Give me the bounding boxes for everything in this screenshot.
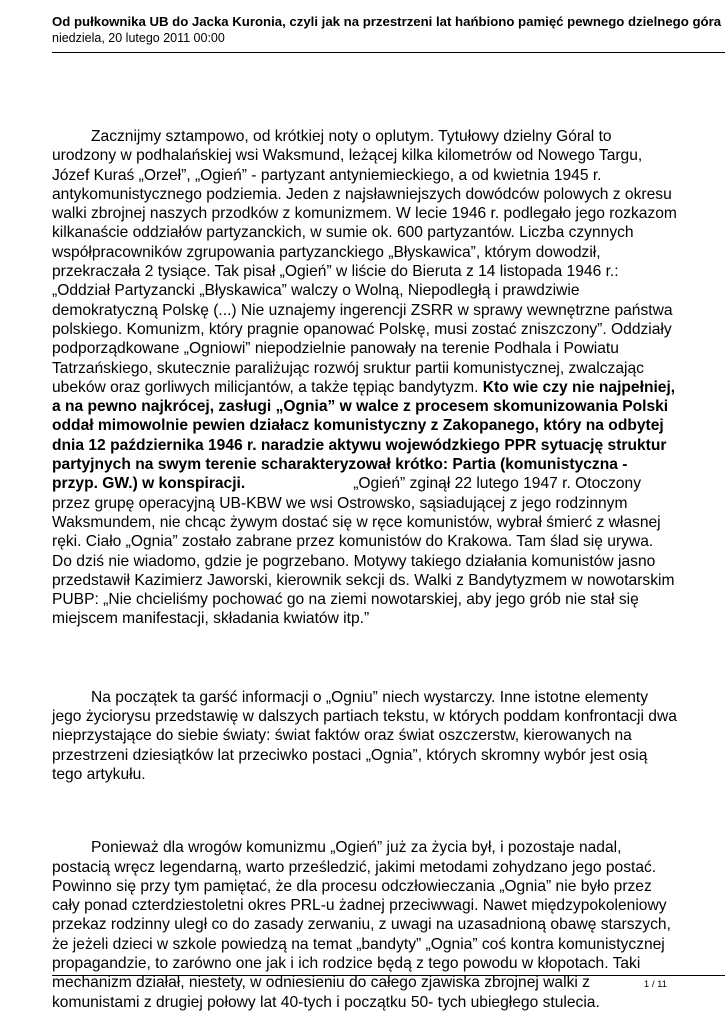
paragraph-1-text: Zacznijmy sztampowo, od krótkiej noty o oplutym. Tytułowy dzielny Góral to urodzony w podhalańskiej wsi Waksmund, leżącej kilka kilometrów od Nowego Targu, Józef Kuraś „Orzeł”, „Ogień” - partyzant antyniemieckiego, a od kwietnia 1945 r. antykomunistycznego podziemia. Jeden z najsławniejszych dowódców polowych z okresu walki zbrojnej naszych przodków z komunizmem. W lecie 1946 r. podlegało jego rozkazom kilkanaście oddziałów partyzanckich, w sumie ok. 600 partyzantów. Liczba czynnych współpracowników zgrupowania partyzanckiego „Błyskawica”, którym dowodził, przekraczała 2 tysiące. Tak pisał „Ogień” w liście do Bieruta z 14 listopada 1946 r.: „Oddział Partyzancki „Błyskawica” walczy o Wolną, Niepodległą i prawdziwie demokratyczną Polskę (...) Nie uznajemy ingerencji ZSRR w sprawy wewnętrzne państwa polskiego. Komunizm, który pragnie opanować Polskę, musi zostać zniszczony”. Oddziały podporządkowane „Ogniowi” niepodzielnie panowały na terenie Podhala i Powiatu Tatrzańskiego, skutecznie paraliżując rozwój sruktur partii komunistycznej, zwalczając ubeków oraz gorliwych milicjantów, a także tępiąc bandytyzm. (52, 128, 677, 396)
paragraph-1-continuation: „Ogień” zginął 22 lutego 1947 r. Otoczony przez grupę operacyjną UB-KBW we wsi Ostrowsko, sąsiadującej z jego rodzinnym Waksmundem, nie chcąc żywym dostać się w ręce komunistów, wybrał śmierć z własnej ręki. Ciało „Ognia” zostało zabrane przez komunistów do Krakowa. Tam ślad się urywa. Do dziś nie wiadomo, gdzie je pogrzebano. Motywy takiego działania komunistów jasno przedstawił Kazimierz Jaworski, kierownik sekcji ds. Walki z Bandytyzmem w nowotarskim PUBP: „Nie chcieliśmy pochować go na ziemi nowotarskiej, aby jego grób nie stał się miejscem manifestacji, składania kwiatów itp.” (52, 475, 675, 628)
header-divider (52, 52, 725, 53)
page-number: 1 / 11 (643, 979, 667, 990)
paragraph-3: Ponieważ dla wrogów komunizmu „Ogień” już za życia był, i pozostaje nadal, postacią wręcz legendarną, warto prześledzić, jakimi metodami zohydzano jego postać. Powinno się przy tym pamiętać, że dla procesu odczłowieczania „Ognia” nie było przez cały ponad czterdziestoletni okres PRL-u żadnej przeciwwagi. Nawet międzypokoleniowy przekaz rodzinny uległ co do zasady zerwaniu, z uwagi na uzasadnioną obawę starszych, że jeżeli dzieci w szkole powiedzą na temat „bandyty” „Ognia” coś kontra komunistycznej propagandzie, to zarówno one jak i ich rodzice będą z tego powodu w kłopotach. Taki mechanizm działał, niestety, w odniesieniu do całego zjawiska zbrojnej walki z komunistami z drugiej połowy lat 40-tych i początku 50- tych ubiegłego stulecia. (52, 839, 671, 1011)
article-body (52, 127, 677, 1012)
article-date: niedziela, 20 lutego 2011 00:00 (52, 31, 225, 45)
page-header (52, 13, 725, 46)
paragraph-1-bold-quote: Kto wie czy nie najpełniej, a na pewno najkrócej, zasługi „Ognia” w walce z procesem skomunizowania Polski oddał mimowolnie pewien działacz komunistyczny z Zakopanego, który na odbytej dnia 12 października 1946 r. naradzie aktywu wojewódzkiego PPR sytuację struktur partyjnych na swym terenie scharakteryzował krótko: Partia (komunistyczna - przyp. GW.) w konspiracji. (52, 378, 676, 493)
footer-divider (52, 975, 725, 976)
paragraph-1 (52, 127, 677, 629)
article-title: Od pułkownika UB do Jacka Kuronia, czyli jak na przestrzeni lat hańbiono pamięć pewnego dzielnego góra (52, 14, 722, 29)
paragraph-2: Na początek ta garść informacji o „Ogniu” niech wystarczy. Inne istotne elementy jego życiorysu przedstawię w dalszych partiach tekstu, w których poddam konfrontacji dwa nieprzystające do siebie światy: świat faktów oraz świat oszczerstw, kierowanych na przestrzeni dziesiątków lat przeciwko postaci „Ognia”, których skromny wybór jest osią tego artykułu. (52, 688, 677, 783)
